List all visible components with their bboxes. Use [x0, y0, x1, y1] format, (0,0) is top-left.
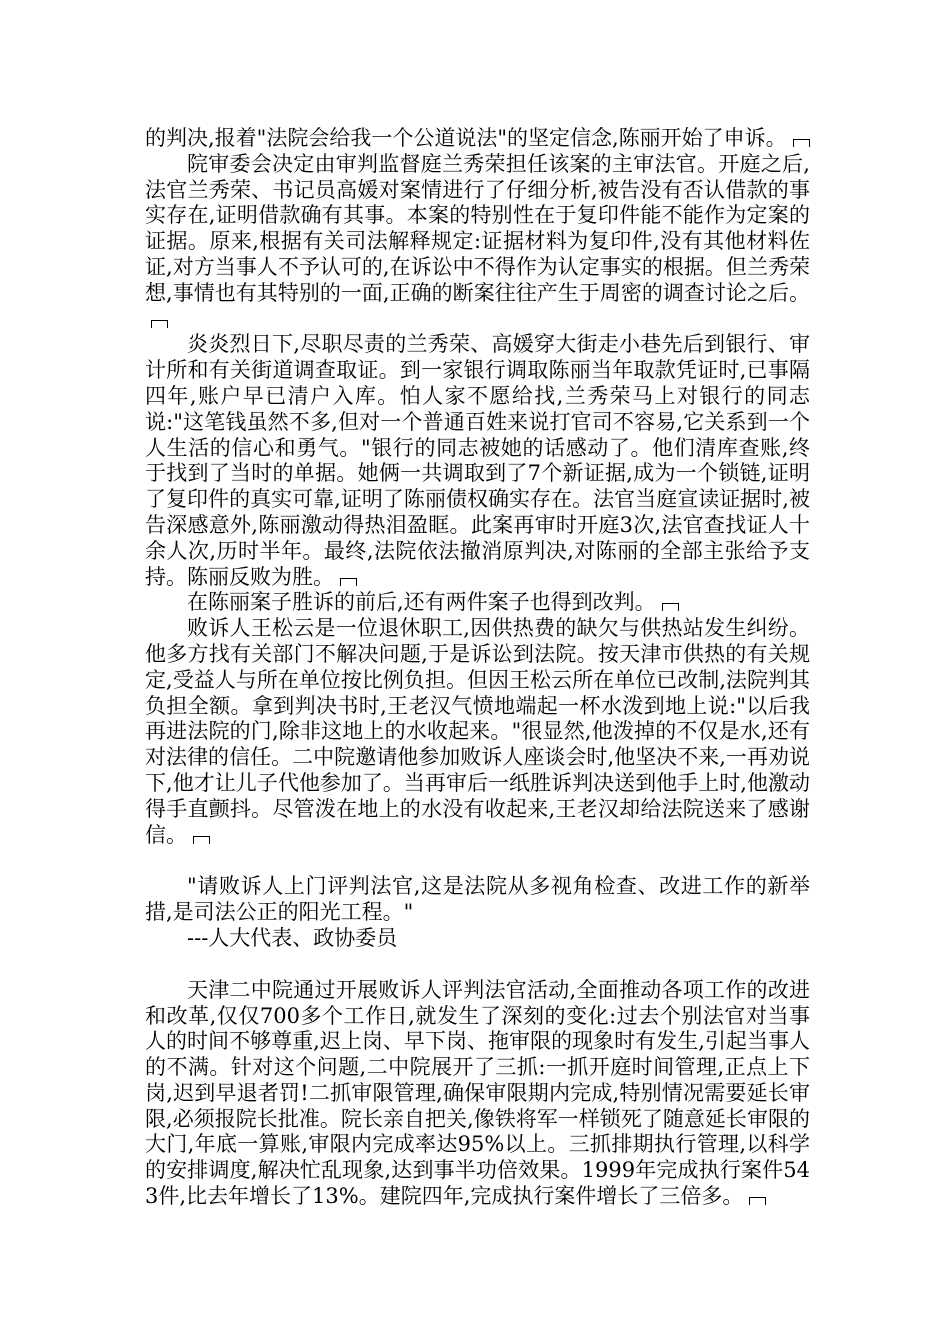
paragraph-2 [145, 152, 810, 333]
paragraph-4-text: 在陈丽案子胜诉的前后,还有两件案子也得到改判。 [187, 590, 656, 615]
paragraph-1 [145, 126, 810, 152]
spacer [145, 848, 810, 874]
quote-attribution: ---人大代表、政协委员 [187, 925, 398, 950]
paragraph-3 [145, 332, 810, 590]
paragraph-5-text: 败诉人王松云是一位退休职工,因供热费的缺欠与供热站发生纠纷。他多方找有关部门不解决问题,于是诉讼到法院。按天津市供热的有关规定,受益人与所在单位按比例负担。但因王松云所在单位已改制,法院判其负担全额。拿到判决书时,王老汉气愤地端起一杯水泼到地上说:"以后我再进法院的门,除非这地上的水收起来。"很显然,他泼掉的不仅是水,还有对法律的信任。二中院邀请他参加败诉人座谈会时,他坚决不来,一再劝说下,他才让儿子代他参加了。当再审后一纸胜诉判决送到他手上时,他激动得手直颤抖。尽管泼在地上的水没有收起来,王老汉却给法院送来了感谢信。 [145, 616, 810, 847]
document-page [145, 126, 810, 1210]
paragraph-3-text: 炎炎烈日下,尽职尽责的兰秀荣、高媛穿大街走小巷先后到银行、审计所和有关街道调查取证。到一家银行调取陈丽当年取款凭证时,已事隔四年,账户早已清户入库。怕人家不愿给找,兰秀荣马上对银行的同志说:"这笔钱虽然不多,但对一个普通百姓来说打官司不容易,它关系到一个人生活的信心和勇气。"银行的同志被她的话感动了。他们清库查账,终于找到了当时的单据。她俩一共调取到了7个新证据,成为一个锁链,证明了复印件的真实可靠,证明了陈丽债权确实存在。法官当庭宣读证据时,被告深感意外,陈丽激动得热泪盈眶。此案再审时开庭3次,法官查找证人十余人次,历时半年。最终,法院依法撤消原判决,对陈丽的全部主张给予支持。陈丽反败为胜。 [145, 332, 810, 589]
paragraph-mark-icon [662, 603, 679, 611]
paragraph-5 [145, 616, 810, 848]
spacer [145, 952, 810, 978]
paragraph-mark-icon [340, 578, 357, 586]
pull-quote: "请败诉人上门评判法官,这是法院从多视角检查、改进工作的新举措,是司法公正的阳光工程。" [145, 874, 810, 925]
paragraph-mark-icon [151, 320, 168, 328]
paragraph-mark-icon [793, 139, 810, 147]
paragraph-2-text: 院审委会决定由审判监督庭兰秀荣担任该案的主审法官。开庭之后,法官兰秀荣、书记员高媛对案情进行了仔细分析,被告没有否认借款的事实存在,证明借款确有其事。本案的特别性在于复印件能不能作为定案的证据。原来,根据有关司法解释规定:证据材料为复印件,没有其他材料佐证,对方当事人不予认可的,在诉讼中不得作为认定事实的根据。但兰秀荣想,事情也有其特别的一面,正确的断案往往产生于周密的调查讨论之后。 [145, 151, 810, 305]
paragraph-1-text: 的判决,报着"法院会给我一个公道说法"的坚定信念,陈丽开始了申诉。 [145, 126, 787, 150]
paragraph-closing-text: 天津二中院通过开展败诉人评判法官活动,全面推动各项工作的改进和改革,仅仅700多个工作日,就发生了深刻的变化:过去个别法官对当事人的时间不够尊重,迟上岗、早下岗、拖审限的现象时有发生,引起当事人的不满。针对这个问题,二中院展开了三抓:一抓开庭时间管理,正点上下岗,迟到早退者罚!二抓审限管理,确保审限期内完成,特别情况需要延长审限,必须报院长批准。院长亲自把关,像铁将军一样锁死了随意延长审限的大门,年底一算账,审限内完成率达95%以上。三抓排期执行管理,以科学的安排调度,解决忙乱现象,达到事半功倍效果。1999年完成执行案件543件,比去年增长了13%。建院四年,完成执行案件增长了三倍多。 [145, 977, 810, 1209]
paragraph-mark-icon [193, 836, 210, 844]
paragraph-mark-icon [749, 1197, 766, 1205]
paragraph-4 [145, 590, 810, 616]
paragraph-closing [145, 978, 810, 1210]
